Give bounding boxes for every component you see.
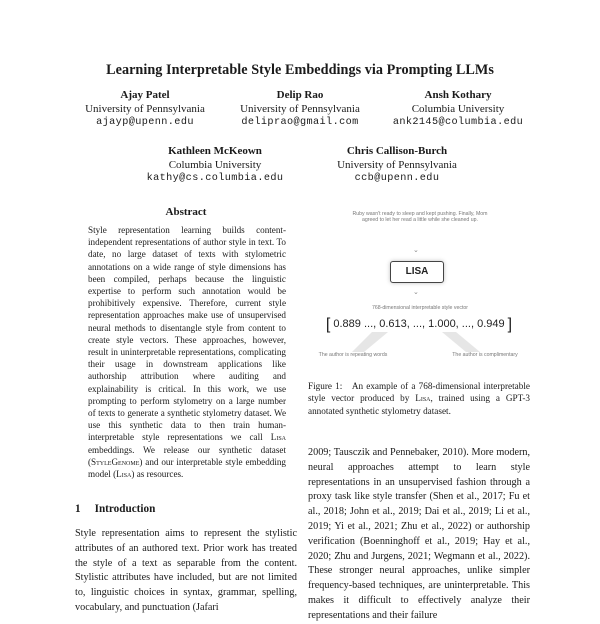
author-affiliation: University of Pennsylvania <box>85 103 205 115</box>
author-block <box>378 88 538 130</box>
author-block <box>312 144 482 186</box>
stylegenome-name: StyleGenome <box>91 456 140 467</box>
caption-text: An example of a 768-dimensional interpretable style vector produced by <box>308 381 530 404</box>
author-name: Ansh Kothary <box>424 89 492 101</box>
author-name: Chris Callison-Burch <box>346 145 448 157</box>
author-affiliation: University of Pennsylvania <box>337 159 457 171</box>
author-name: Delip Rao <box>276 89 324 101</box>
down-arrow-icon: ⌄ <box>413 246 419 254</box>
paper-title: Learning Interpretable Style Embeddings via Prompting LLMs <box>106 62 494 78</box>
author-email[interactable]: ank2145@columbia.edu <box>392 117 524 128</box>
author-affiliation: Columbia University <box>168 159 262 171</box>
abstract-text: ) and our interpretable style embedding model ( <box>88 456 286 480</box>
abstract-text: Style representation learning builds content-independent representations of author style in text. To date, no large dataset of texts with stylometric annotations on a wide range of style dimensions has been compiled, perhaps because the linguistic expertise to perform such annotation would be prohibitively expensive. Therefore, current style representation approaches make use of unsupervised neural methods to disentangle style from content to create style vectors. These approaches, however, result in uninterpretable representations, complicating their usage in downstream applications like authorship attribution where auditing and explainability is critical. In this work, we use prompting to perform stylometry on a large number of texts to generate a synthetic stylometry dataset. We use this synthetic data to then train human-interpretable style representations we call <box>88 225 286 443</box>
author-email[interactable]: kathy@cs.columbia.edu <box>146 173 284 184</box>
left-pointer <box>352 332 388 352</box>
author-name: Kathleen McKeown <box>168 145 262 157</box>
author-email[interactable]: deliprao@gmail.com <box>241 117 359 128</box>
body-paragraph: 2009; Tausczik and Pennebaker, 2010). More modern, neural approaches attempt to learn style representations in an unsupervised fashion through a proxy task like style transfer (Shen et al., 2017; Fu et al., 2018; John et al., 2019; Dai et al., 2019; Li et al., 2019; Yi et al., 2021; Zhu et al., 2022) or authorship verification (Boenninghoff et al., 2019; Hay et al., 2020; Zhu and Jurgens, 2021; Wegmann et al., 2022). These stronger neural approaches, unlike simpler frequency-based techniques, are uninterpretable. This makes it difficult to effectively analyze their representations and their failure <box>308 447 530 621</box>
lisa-model-box: LISA <box>390 261 444 283</box>
right-column-text <box>308 446 530 624</box>
annotation-pointers <box>330 332 510 354</box>
author-email[interactable]: ccb@upenn.edu <box>354 173 440 184</box>
lisa-name: Lisa <box>116 469 132 480</box>
vector-label: 768-dimensional interpretable style vector <box>371 305 469 311</box>
abstract-heading: Abstract <box>165 206 207 218</box>
style-vector-values: 0.889 ..., 0.613, ..., 1.000, ..., 0.949 <box>333 318 505 330</box>
abstract-text: ) as resources. <box>131 469 184 480</box>
author-affiliation: Columbia University <box>411 103 505 115</box>
caption-label: Figure 1: <box>308 381 343 391</box>
section-title: Introduction <box>94 503 156 515</box>
figure-input-text: Ruby wasn't ready to sleep and kept pushing. Finally, Mom agreed to let her read a little while she cleaned up. <box>352 211 488 224</box>
left-annotation: The author is repeating words <box>318 352 388 358</box>
right-annotation: The author is complimentary <box>452 352 518 358</box>
section-heading <box>75 503 169 515</box>
down-arrow-icon: ⌄ <box>413 288 419 296</box>
author-name: Ajay Patel <box>120 89 170 101</box>
caption-text: , trained using a GPT-3 annotated synthetic stylometry dataset. <box>308 393 530 416</box>
lisa-name: Lisa <box>270 432 286 443</box>
intro-paragraph: Style representation aims to represent the stylistic attributes of an authored text. Prior work has treated the style of a text as separable from the content. Stylistic attributes have included, but are not limited to, linguistic choices in syntax, grammar, spelling, vocabulary, and punctuation (Jafari <box>75 528 297 613</box>
bracket-open-icon: [ <box>325 316 331 333</box>
author-affiliation: University of Pennsylvania <box>240 103 360 115</box>
bracket-close-icon: ] <box>507 316 513 333</box>
lisa-name: Lisa <box>415 393 431 404</box>
author-block <box>70 88 220 130</box>
intro-text <box>75 527 297 616</box>
abstract-text: embeddings. We release our synthetic dataset ( <box>88 444 286 467</box>
right-pointer <box>442 332 480 352</box>
author-email[interactable]: ajayp@upenn.edu <box>96 117 194 128</box>
section-number: 1 <box>75 503 81 515</box>
figure-caption <box>308 380 530 417</box>
author-block <box>225 88 375 130</box>
abstract-body <box>88 224 286 480</box>
author-block <box>130 144 300 186</box>
